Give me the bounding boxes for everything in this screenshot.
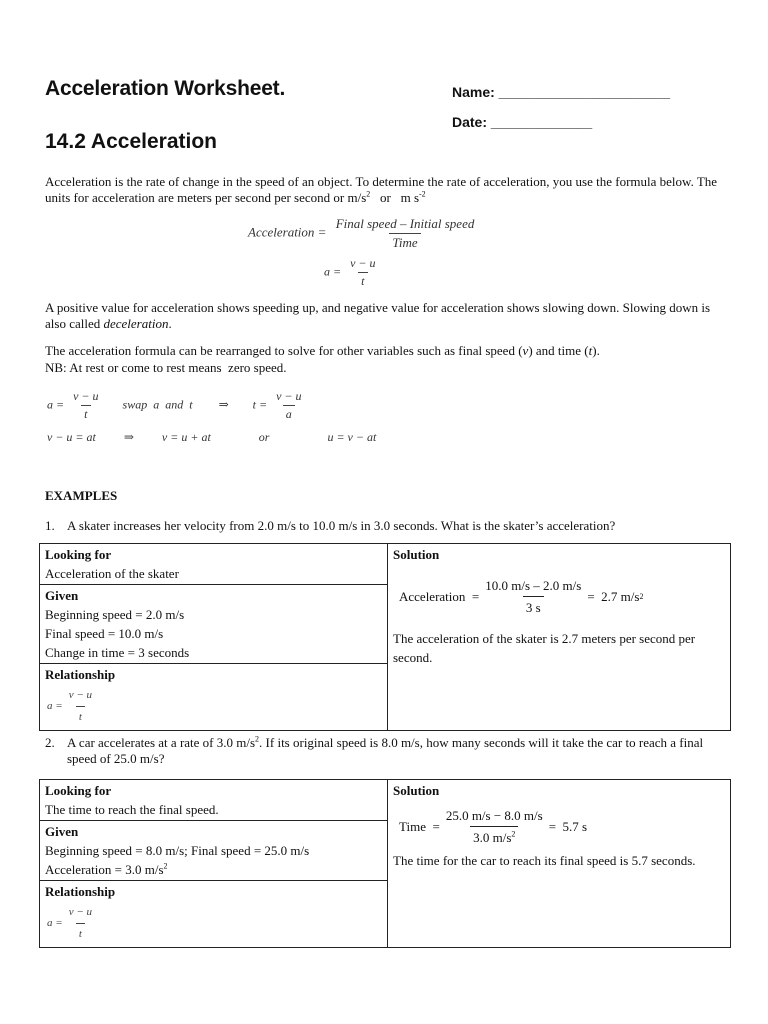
formula-lhs: Acceleration = [248,224,327,240]
example1-question [45,518,735,534]
row1-numerator: v − u [73,389,99,403]
rearrange-c: ). [592,343,600,358]
intro-unit-sup1: 2 [366,189,371,199]
example1-formula-rhs: = 2.7 m/s [587,589,640,604]
row1-t-denominator: a [283,405,295,422]
row1-t-lhs: t = [252,397,268,412]
example2-rel-fraction [66,903,95,944]
example2-question-text [67,735,735,767]
example1-rel-numerator: v − u [68,689,92,701]
row2-eq-a: v − u = at [47,430,96,444]
example2-question-a: A car accelerates at a rate of 3.0 m/s [67,735,256,750]
intro-unit-tail: or m s [370,190,420,205]
var-t: t [588,343,593,358]
example2-relationship-cell [40,881,388,948]
name-field: Name: ______________________ [452,84,670,100]
example1-formula-lhs: Acceleration = [399,589,480,604]
example1-given-item: Final speed = 10.0 m/s [45,626,164,641]
row1-t-fraction [273,389,304,422]
rearrange-paragraph [45,343,725,359]
example1-rel-fraction [66,686,95,727]
intro-paragraph [45,174,725,206]
row1-swap-text: swap a and t [122,397,193,412]
example1-formula-denominator: 3 s [523,596,544,617]
example2-formula-rhs: = 5.7 s [548,819,588,834]
worksheet-title: Acceleration Worksheet. [45,77,286,100]
formula-a-fraction [347,256,378,289]
example2-given-cell [40,821,388,881]
formula-a-lhs: a = [324,264,342,279]
example2-answer: The time for the car to reach its final speed is 5.7 seconds. [393,853,696,868]
example1-looking-for-label: Looking for [45,547,112,562]
example2-question [45,735,735,767]
example2-given-label: Given [45,824,79,839]
example2-formula-numerator: 25.0 m/s − 8.0 m/s [445,808,543,823]
acceleration-symbol-formula [324,256,382,289]
intro-text: Acceleration is the rate of change in the speed of an object. To determine the rate of acceleration, you use the formula below. The units for acceleration are meters per second per second or m/s [45,174,718,205]
row1-lhs: a = [47,397,65,412]
example2-formula-denominator-wrap [470,826,518,847]
example1-given-item: Change in time = 3 seconds [45,645,190,660]
var-v: v [522,343,529,358]
formula-denominator: Time [389,233,420,251]
example2-relationship-formula [47,903,98,944]
example2-relationship-label: Relationship [45,884,116,899]
intro-unit-sup2: -2 [419,189,426,199]
examples-heading: EXAMPLES [45,488,118,503]
example1-solution-formula: Acceleration = $\frac{10.0 m/s - 2.0 m/s}{3 s}$ = 2.7 m/s 2 [399,578,644,615]
example1-number: 1. [45,518,55,533]
example2-given-line2-wrap [45,860,382,879]
example2-table [39,779,731,948]
example1-solution-cell [388,544,731,731]
at-rest-note: NB: At rest or come to rest means zero speed. [45,360,287,375]
example1-given-cell [40,585,388,664]
example1-given-label: Given [45,588,79,603]
example2-formula-den-sup: 2 [511,829,516,839]
example2-formula-denominator: 3.0 m/s [473,830,512,845]
row2-eq-b: v = u + at [161,430,211,444]
row1-denominator: t [81,405,90,422]
example2-formula-fraction [443,806,546,847]
formula-a-denominator: t [358,272,367,289]
example2-solution-cell [388,780,731,948]
example2-solution-formula [399,806,725,847]
example1-relationship-cell [40,664,388,731]
example1-relationship-formula [47,686,98,727]
example2-given-line2-sup: 2 [163,861,168,871]
example2-looking-for-value: The time to reach the final speed. [45,802,219,817]
rearrange-a: The acceleration formula can be rearranged to solve for other variables such as final speed ( [45,343,523,358]
example1-formula-fraction [482,576,584,617]
row1-arrow: ⇒ [218,397,229,412]
example2-looking-for-cell [40,780,388,821]
row2-or: or [258,430,270,444]
example1-solution-label: Solution [393,547,440,562]
example1-question-text: A skater increases her velocity from 2.0 m/s to 10.0 m/s in 3.0 seconds. What is the skater’s acceleration? [67,518,616,533]
example1-looking-for-value: Acceleration of the skater [45,566,179,581]
example2-solution-label: Solution [393,783,440,798]
rearrange-equation-row2 [47,430,376,445]
example2-formula-lhs: Time = [399,819,440,834]
positive-end: . [168,316,172,331]
example1-table [39,543,731,731]
acceleration-word-formula [248,216,480,251]
example1-formula-numerator: 10.0 m/s – 2.0 m/s [485,578,582,593]
example1-relationship-label: Relationship [45,667,116,682]
rearrange-b: ) and time ( [528,343,589,358]
row2-eq-c: u = v − at [327,430,377,444]
example2-number: 2. [45,735,55,750]
row2-arrow: ⇒ [123,430,134,444]
formula-a-numerator: v − u [350,256,376,270]
example2-rel-denominator: t [76,923,85,944]
deceleration-term: deceleration [103,316,169,331]
example2-looking-for-label: Looking for [45,783,112,798]
example1-rel-denominator: t [76,706,85,727]
formula-numerator: Final speed – Initial speed [335,216,475,231]
example1-looking-for-cell [40,544,388,585]
positive-text: A positive value for acceleration shows speeding up, and negative value for acceleration shows slowing down. Slowing down is also called [45,300,711,331]
row1-fraction [70,389,101,422]
example1-answer: The acceleration of the skater is 2.7 meters per second per second. [393,631,696,665]
positive-negative-paragraph [45,300,725,332]
example2-question-b: . If its original speed is 8.0 m/s, how many seconds will it take the car to reach a final speed of 25.0 m/s? [67,735,704,766]
section-title: 14.2 Acceleration [45,130,217,153]
example2-rel-numerator: v − u [68,906,92,918]
example1-given-item: Beginning speed = 2.0 m/s [45,607,185,622]
example1-rel-lhs: a = [47,700,63,712]
rearrange-equation-row1 [47,389,308,422]
example2-given-line1: Beginning speed = 8.0 m/s; Final speed = 25.0 m/s [45,843,310,858]
example2-rel-lhs: a = [47,917,63,929]
row1-t-numerator: v − u [276,389,302,403]
example2-question-sup: 2 [255,734,260,744]
example2-given-line2: Acceleration = 3.0 m/s [45,862,164,877]
date-field: Date: _____________ [452,114,593,130]
formula-fraction [333,216,478,251]
